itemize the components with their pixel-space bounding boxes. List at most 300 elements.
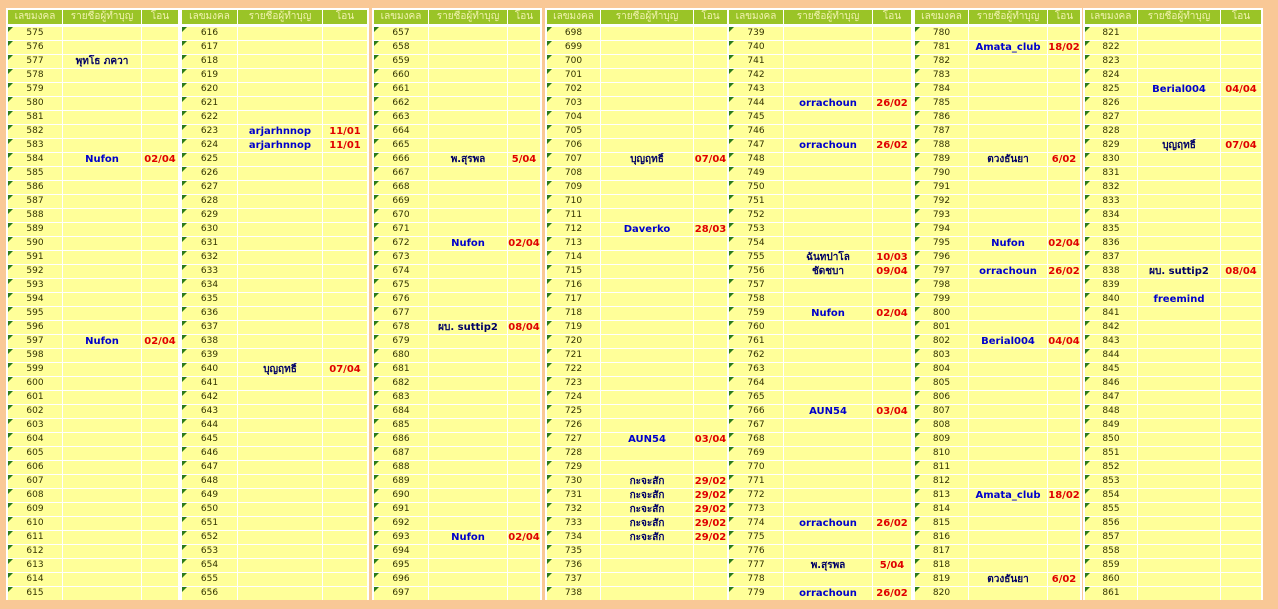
transfer-date[interactable] — [1048, 69, 1080, 82]
donor-name[interactable] — [969, 433, 1047, 446]
donor-name[interactable] — [784, 223, 872, 236]
donor-name[interactable] — [63, 475, 141, 488]
transfer-date[interactable] — [1048, 503, 1080, 516]
row-number[interactable]: 786 — [915, 111, 968, 124]
transfer-date[interactable] — [1221, 363, 1261, 376]
transfer-date[interactable] — [142, 83, 178, 96]
transfer-date[interactable] — [873, 279, 911, 292]
donor-name[interactable] — [601, 55, 693, 68]
donor-name[interactable] — [969, 55, 1047, 68]
transfer-date[interactable] — [873, 573, 911, 586]
transfer-date[interactable] — [873, 237, 911, 250]
transfer-date[interactable] — [1221, 307, 1261, 320]
row-number[interactable]: 842 — [1085, 321, 1137, 334]
donor-name[interactable] — [429, 559, 507, 572]
donor-name[interactable] — [1138, 27, 1220, 40]
row-number[interactable]: 653 — [182, 545, 237, 558]
row-number[interactable]: 756 — [729, 265, 783, 278]
donor-name[interactable] — [63, 167, 141, 180]
donor-name[interactable] — [63, 181, 141, 194]
row-number[interactable]: 854 — [1085, 489, 1137, 502]
transfer-date[interactable] — [142, 531, 178, 544]
row-number[interactable]: 749 — [729, 167, 783, 180]
row-number[interactable]: 669 — [374, 195, 428, 208]
donor-name[interactable] — [601, 363, 693, 376]
row-number[interactable]: 583 — [8, 139, 62, 152]
row-number[interactable]: 614 — [8, 573, 62, 586]
donor-name[interactable] — [784, 83, 872, 96]
transfer-date[interactable] — [1221, 153, 1261, 166]
donor-name[interactable] — [63, 363, 141, 376]
donor-name[interactable] — [429, 139, 507, 152]
transfer-date[interactable] — [508, 111, 540, 124]
transfer-date[interactable] — [323, 559, 367, 572]
row-number[interactable]: 827 — [1085, 111, 1137, 124]
transfer-date[interactable] — [508, 447, 540, 460]
transfer-date[interactable] — [142, 209, 178, 222]
donor-name[interactable] — [238, 27, 322, 40]
row-number[interactable]: 633 — [182, 265, 237, 278]
transfer-date[interactable] — [1221, 545, 1261, 558]
donor-name[interactable] — [429, 125, 507, 138]
transfer-date[interactable] — [323, 489, 367, 502]
transfer-date[interactable] — [508, 559, 540, 572]
row-number[interactable]: 725 — [547, 405, 600, 418]
donor-name[interactable] — [63, 559, 141, 572]
donor-name[interactable] — [969, 559, 1047, 572]
transfer-date[interactable] — [323, 279, 367, 292]
row-number[interactable]: 605 — [8, 447, 62, 460]
transfer-date[interactable] — [142, 475, 178, 488]
donor-name[interactable] — [601, 209, 693, 222]
row-number[interactable]: 638 — [182, 335, 237, 348]
donor-name[interactable] — [784, 209, 872, 222]
row-number[interactable]: 833 — [1085, 195, 1137, 208]
transfer-date[interactable] — [142, 545, 178, 558]
transfer-date[interactable] — [694, 559, 727, 572]
row-number[interactable]: 828 — [1085, 125, 1137, 138]
row-number[interactable]: 767 — [729, 419, 783, 432]
row-number[interactable]: 678 — [374, 321, 428, 334]
donor-name[interactable] — [238, 321, 322, 334]
transfer-date[interactable] — [1221, 531, 1261, 544]
row-number[interactable]: 675 — [374, 279, 428, 292]
donor-name[interactable] — [1138, 461, 1220, 474]
row-number[interactable]: 702 — [547, 83, 600, 96]
donor-name[interactable] — [63, 139, 141, 152]
donor-name[interactable]: กะจะสัก — [601, 489, 693, 502]
transfer-date[interactable] — [1221, 279, 1261, 292]
transfer-date[interactable] — [873, 153, 911, 166]
donor-name[interactable] — [1138, 181, 1220, 194]
transfer-date[interactable]: 02/04 — [142, 335, 178, 348]
donor-name[interactable] — [429, 97, 507, 110]
row-number[interactable]: 654 — [182, 559, 237, 572]
donor-name[interactable] — [238, 335, 322, 348]
row-number[interactable]: 658 — [374, 41, 428, 54]
row-number[interactable]: 619 — [182, 69, 237, 82]
row-number[interactable]: 769 — [729, 447, 783, 460]
donor-name[interactable] — [784, 237, 872, 250]
transfer-date[interactable] — [873, 531, 911, 544]
row-number[interactable]: 721 — [547, 349, 600, 362]
row-number[interactable]: 834 — [1085, 209, 1137, 222]
row-number[interactable]: 692 — [374, 517, 428, 530]
row-number[interactable]: 853 — [1085, 475, 1137, 488]
transfer-date[interactable] — [1048, 587, 1080, 600]
donor-name[interactable] — [1138, 489, 1220, 502]
donor-name[interactable] — [429, 405, 507, 418]
row-number[interactable]: 595 — [8, 307, 62, 320]
transfer-date[interactable]: 10/03 — [873, 251, 911, 264]
row-number[interactable]: 839 — [1085, 279, 1137, 292]
transfer-date[interactable] — [323, 377, 367, 390]
row-number[interactable]: 631 — [182, 237, 237, 250]
row-number[interactable]: 793 — [915, 209, 968, 222]
row-number[interactable]: 608 — [8, 489, 62, 502]
donor-name[interactable]: Nufon — [63, 335, 141, 348]
transfer-date[interactable] — [694, 587, 727, 600]
row-number[interactable]: 730 — [547, 475, 600, 488]
donor-name[interactable] — [238, 349, 322, 362]
transfer-date[interactable] — [323, 503, 367, 516]
row-number[interactable]: 789 — [915, 153, 968, 166]
row-number[interactable]: 816 — [915, 531, 968, 544]
donor-name[interactable] — [238, 475, 322, 488]
transfer-date[interactable] — [142, 321, 178, 334]
transfer-date[interactable]: 6/02 — [1048, 153, 1080, 166]
row-number[interactable]: 713 — [547, 237, 600, 250]
donor-name[interactable]: Nufon — [63, 153, 141, 166]
row-number[interactable]: 745 — [729, 111, 783, 124]
donor-name[interactable] — [969, 223, 1047, 236]
row-number[interactable]: 661 — [374, 83, 428, 96]
donor-name[interactable] — [63, 433, 141, 446]
transfer-date[interactable] — [694, 461, 727, 474]
row-number[interactable]: 682 — [374, 377, 428, 390]
donor-name[interactable]: Nufon — [784, 307, 872, 320]
row-number[interactable]: 712 — [547, 223, 600, 236]
row-number[interactable]: 814 — [915, 503, 968, 516]
transfer-date[interactable] — [508, 27, 540, 40]
donor-name[interactable] — [63, 279, 141, 292]
transfer-date[interactable] — [694, 97, 727, 110]
row-number[interactable]: 742 — [729, 69, 783, 82]
donor-name[interactable] — [429, 461, 507, 474]
row-number[interactable]: 759 — [729, 307, 783, 320]
row-number[interactable]: 690 — [374, 489, 428, 502]
donor-name[interactable] — [969, 587, 1047, 600]
row-number[interactable]: 859 — [1085, 559, 1137, 572]
donor-name[interactable] — [601, 41, 693, 54]
donor-name[interactable] — [429, 111, 507, 124]
transfer-date[interactable] — [1221, 475, 1261, 488]
donor-name[interactable] — [969, 517, 1047, 530]
donor-name[interactable] — [601, 181, 693, 194]
transfer-date[interactable] — [323, 55, 367, 68]
donor-name[interactable] — [63, 321, 141, 334]
row-number[interactable]: 835 — [1085, 223, 1137, 236]
row-number[interactable]: 701 — [547, 69, 600, 82]
transfer-date[interactable] — [1048, 559, 1080, 572]
transfer-date[interactable] — [873, 475, 911, 488]
transfer-date[interactable] — [142, 377, 178, 390]
donor-name[interactable]: พุทโธ ภควา — [63, 55, 141, 68]
row-number[interactable]: 778 — [729, 573, 783, 586]
row-number[interactable]: 652 — [182, 531, 237, 544]
row-number[interactable]: 746 — [729, 125, 783, 138]
donor-name[interactable] — [63, 251, 141, 264]
transfer-date[interactable] — [1048, 251, 1080, 264]
donor-name[interactable] — [63, 587, 141, 600]
transfer-date[interactable] — [873, 27, 911, 40]
row-number[interactable]: 800 — [915, 307, 968, 320]
transfer-date[interactable] — [873, 363, 911, 376]
row-number[interactable]: 671 — [374, 223, 428, 236]
donor-name[interactable] — [238, 433, 322, 446]
transfer-date[interactable] — [873, 433, 911, 446]
transfer-date[interactable] — [323, 461, 367, 474]
donor-name[interactable] — [238, 195, 322, 208]
donor-name[interactable] — [1138, 251, 1220, 264]
transfer-date[interactable] — [323, 531, 367, 544]
transfer-date[interactable]: 28/03 — [694, 224, 727, 235]
donor-name[interactable] — [784, 111, 872, 124]
transfer-date[interactable] — [323, 237, 367, 250]
donor-name[interactable] — [238, 293, 322, 306]
transfer-date[interactable]: 29/02 — [694, 490, 727, 501]
donor-name[interactable]: Amata_club — [969, 489, 1047, 502]
donor-name[interactable] — [1138, 55, 1220, 68]
donor-name[interactable] — [238, 517, 322, 530]
row-number[interactable]: 688 — [374, 461, 428, 474]
row-number[interactable]: 699 — [547, 41, 600, 54]
donor-name[interactable] — [63, 405, 141, 418]
transfer-date[interactable] — [873, 349, 911, 362]
donor-name[interactable]: freemind — [1138, 293, 1220, 306]
transfer-date[interactable] — [508, 83, 540, 96]
donor-name[interactable] — [601, 237, 693, 250]
transfer-date[interactable] — [873, 293, 911, 306]
donor-name[interactable] — [1138, 447, 1220, 460]
row-number[interactable]: 807 — [915, 405, 968, 418]
transfer-date[interactable] — [1221, 55, 1261, 68]
donor-name[interactable] — [429, 573, 507, 586]
transfer-date[interactable] — [694, 181, 727, 194]
row-number[interactable]: 630 — [182, 223, 237, 236]
transfer-date[interactable] — [323, 419, 367, 432]
transfer-date[interactable] — [694, 55, 727, 68]
donor-name[interactable] — [784, 419, 872, 432]
transfer-date[interactable]: 26/02 — [873, 139, 911, 152]
donor-name[interactable] — [969, 195, 1047, 208]
donor-name[interactable] — [429, 349, 507, 362]
row-number[interactable]: 684 — [374, 405, 428, 418]
row-number[interactable]: 788 — [915, 139, 968, 152]
donor-name[interactable] — [238, 545, 322, 558]
transfer-date[interactable] — [694, 279, 727, 292]
row-number[interactable]: 650 — [182, 503, 237, 516]
row-number[interactable]: 779 — [729, 587, 783, 600]
row-number[interactable]: 803 — [915, 349, 968, 362]
row-number[interactable]: 781 — [915, 41, 968, 54]
transfer-date[interactable] — [142, 223, 178, 236]
row-number[interactable]: 763 — [729, 363, 783, 376]
donor-name[interactable] — [784, 391, 872, 404]
row-number[interactable]: 596 — [8, 321, 62, 334]
row-number[interactable]: 696 — [374, 573, 428, 586]
transfer-date[interactable]: 5/04 — [873, 559, 911, 572]
donor-name[interactable] — [63, 489, 141, 502]
donor-name[interactable] — [63, 545, 141, 558]
row-number[interactable]: 792 — [915, 195, 968, 208]
donor-name[interactable]: กะจะสัก — [601, 503, 693, 516]
transfer-date[interactable] — [694, 321, 727, 334]
row-number[interactable]: 790 — [915, 167, 968, 180]
donor-name[interactable]: orrachoun — [784, 139, 872, 152]
donor-name[interactable] — [601, 265, 693, 278]
transfer-date[interactable] — [142, 587, 178, 600]
transfer-date[interactable] — [694, 69, 727, 82]
donor-name[interactable] — [238, 111, 322, 124]
donor-name[interactable] — [63, 83, 141, 96]
transfer-date[interactable] — [1221, 251, 1261, 264]
row-number[interactable]: 645 — [182, 433, 237, 446]
donor-name[interactable] — [63, 573, 141, 586]
transfer-date[interactable] — [1048, 97, 1080, 110]
row-number[interactable]: 717 — [547, 293, 600, 306]
row-number[interactable]: 772 — [729, 489, 783, 502]
transfer-date[interactable] — [694, 363, 727, 376]
transfer-date[interactable] — [1048, 209, 1080, 222]
donor-name[interactable]: พ.สุรพล — [429, 153, 507, 166]
row-number[interactable]: 616 — [182, 27, 237, 40]
donor-name[interactable] — [1138, 237, 1220, 250]
donor-name[interactable] — [429, 419, 507, 432]
donor-name[interactable] — [784, 461, 872, 474]
row-number[interactable]: 851 — [1085, 447, 1137, 460]
row-number[interactable]: 809 — [915, 433, 968, 446]
transfer-date[interactable] — [694, 83, 727, 96]
donor-name[interactable]: กะจะสัก — [601, 531, 693, 544]
row-number[interactable]: 599 — [8, 363, 62, 376]
row-number[interactable]: 602 — [8, 405, 62, 418]
donor-name[interactable] — [238, 307, 322, 320]
transfer-date[interactable]: 02/04 — [873, 307, 911, 320]
donor-name[interactable] — [429, 517, 507, 530]
donor-name[interactable] — [969, 209, 1047, 222]
row-number[interactable]: 620 — [182, 83, 237, 96]
donor-name[interactable] — [429, 223, 507, 236]
transfer-date[interactable] — [508, 573, 540, 586]
donor-name[interactable] — [1138, 349, 1220, 362]
row-number[interactable]: 660 — [374, 69, 428, 82]
transfer-date[interactable] — [142, 167, 178, 180]
row-number[interactable]: 716 — [547, 279, 600, 292]
transfer-date[interactable] — [873, 223, 911, 236]
transfer-date[interactable] — [323, 97, 367, 110]
row-number[interactable]: 705 — [547, 125, 600, 138]
row-number[interactable]: 841 — [1085, 307, 1137, 320]
transfer-date[interactable] — [508, 41, 540, 54]
donor-name[interactable] — [1138, 279, 1220, 292]
donor-name[interactable] — [1138, 307, 1220, 320]
transfer-date[interactable]: 11/01 — [323, 125, 367, 138]
transfer-date[interactable] — [508, 209, 540, 222]
donor-name[interactable]: ตวงธันยา — [969, 153, 1047, 166]
transfer-date[interactable] — [323, 433, 367, 446]
transfer-date[interactable] — [873, 167, 911, 180]
transfer-date[interactable] — [323, 391, 367, 404]
row-number[interactable]: 768 — [729, 433, 783, 446]
transfer-date[interactable] — [508, 391, 540, 404]
donor-name[interactable] — [238, 559, 322, 572]
donor-name[interactable] — [601, 293, 693, 306]
row-number[interactable]: 680 — [374, 349, 428, 362]
transfer-date[interactable] — [142, 293, 178, 306]
donor-name[interactable] — [429, 41, 507, 54]
transfer-date[interactable] — [323, 335, 367, 348]
row-number[interactable]: 797 — [915, 265, 968, 278]
donor-name[interactable]: พ.สุรพล — [784, 559, 872, 572]
transfer-date[interactable] — [873, 125, 911, 138]
donor-name[interactable] — [969, 27, 1047, 40]
transfer-date[interactable] — [1048, 83, 1080, 96]
donor-name[interactable] — [429, 195, 507, 208]
donor-name[interactable] — [429, 391, 507, 404]
row-number[interactable]: 593 — [8, 279, 62, 292]
donor-name[interactable] — [969, 69, 1047, 82]
row-number[interactable]: 741 — [729, 55, 783, 68]
transfer-date[interactable] — [508, 419, 540, 432]
donor-name[interactable] — [1138, 223, 1220, 236]
row-number[interactable]: 686 — [374, 433, 428, 446]
row-number[interactable]: 766 — [729, 405, 783, 418]
transfer-date[interactable] — [508, 363, 540, 376]
transfer-date[interactable]: 02/04 — [142, 153, 178, 166]
row-number[interactable]: 758 — [729, 293, 783, 306]
donor-name[interactable]: ฉันทปาโล — [784, 251, 872, 264]
row-number[interactable]: 736 — [547, 559, 600, 572]
transfer-date[interactable] — [508, 167, 540, 180]
transfer-date[interactable] — [508, 55, 540, 68]
donor-name[interactable] — [238, 391, 322, 404]
transfer-date[interactable]: 18/02 — [1048, 42, 1080, 53]
row-number[interactable]: 836 — [1085, 237, 1137, 250]
donor-name[interactable] — [429, 433, 507, 446]
transfer-date[interactable] — [508, 265, 540, 278]
transfer-date[interactable] — [694, 265, 727, 278]
transfer-date[interactable] — [1221, 447, 1261, 460]
transfer-date[interactable] — [1048, 447, 1080, 460]
transfer-date[interactable] — [323, 41, 367, 54]
transfer-date[interactable] — [142, 447, 178, 460]
row-number[interactable]: 774 — [729, 517, 783, 530]
row-number[interactable]: 662 — [374, 97, 428, 110]
transfer-date[interactable] — [1048, 461, 1080, 474]
row-number[interactable]: 726 — [547, 419, 600, 432]
donor-name[interactable] — [238, 279, 322, 292]
transfer-date[interactable] — [508, 545, 540, 558]
transfer-date[interactable] — [873, 69, 911, 82]
row-number[interactable]: 648 — [182, 475, 237, 488]
transfer-date[interactable] — [1221, 167, 1261, 180]
row-number[interactable]: 624 — [182, 139, 237, 152]
transfer-date[interactable] — [1221, 335, 1261, 348]
row-number[interactable]: 629 — [182, 209, 237, 222]
transfer-date[interactable] — [1048, 391, 1080, 404]
transfer-date[interactable] — [1221, 517, 1261, 530]
